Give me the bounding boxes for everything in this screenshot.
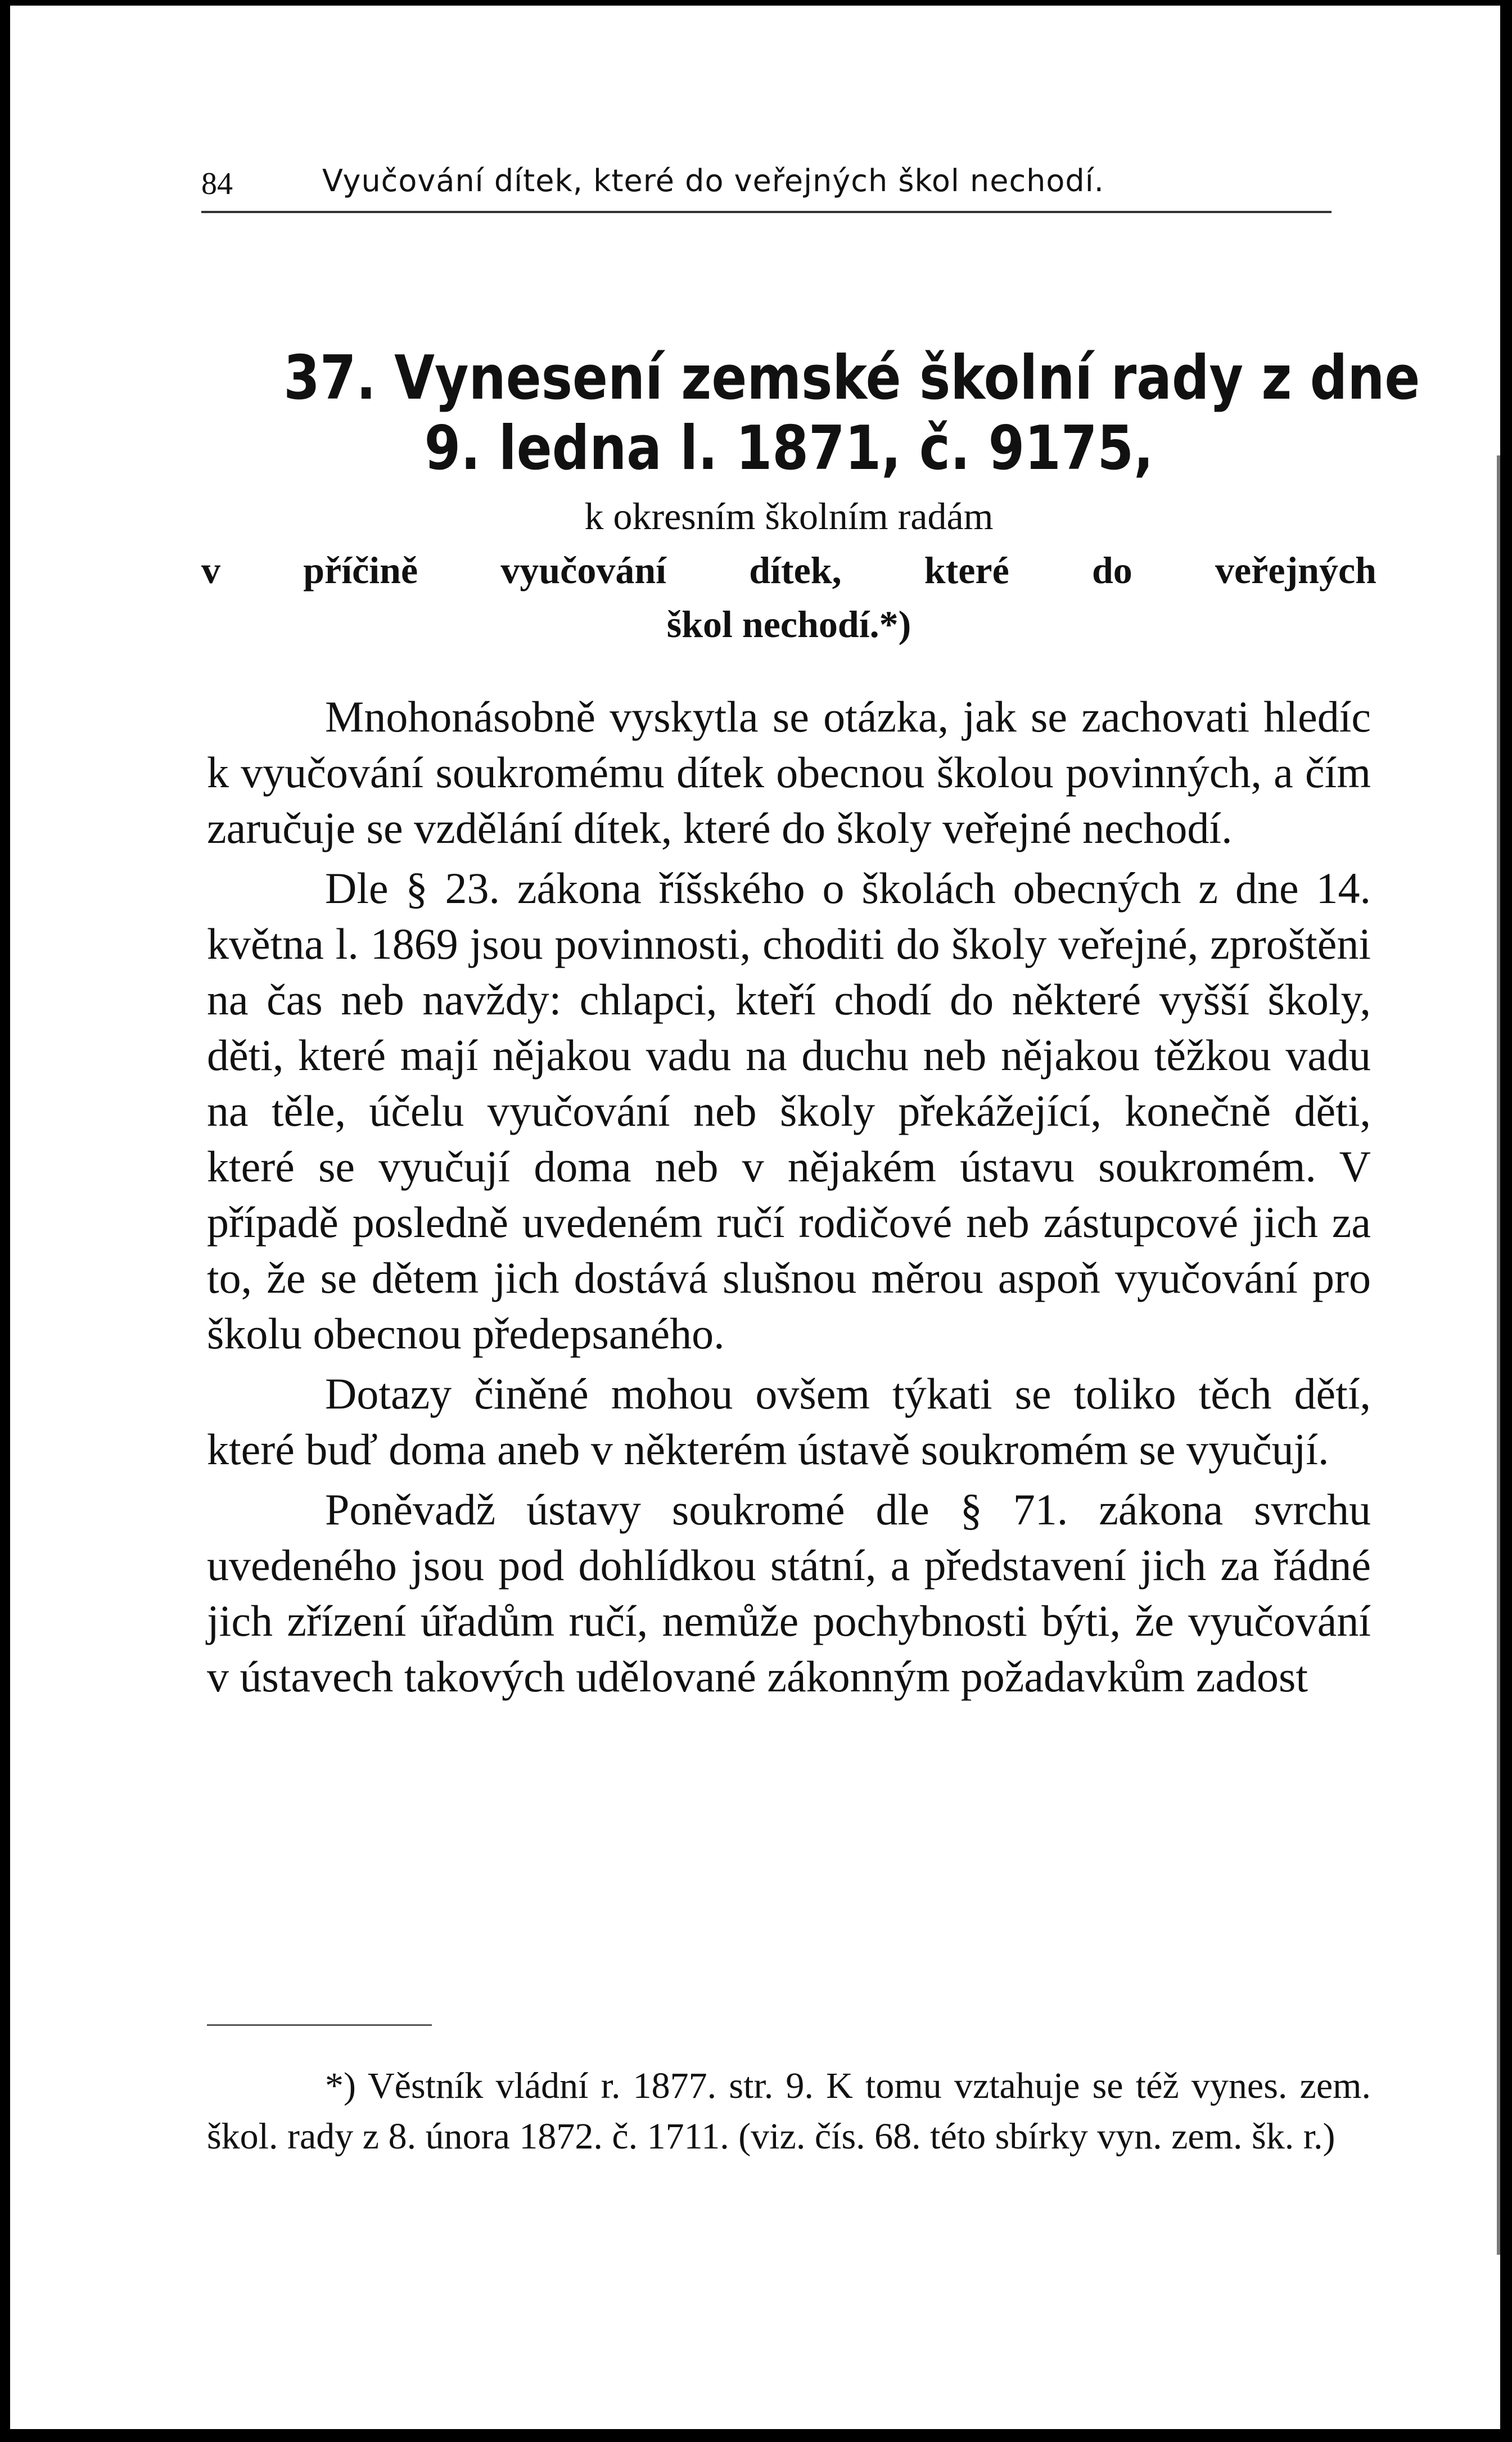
paragraph: Dotazy činěné mohou ovšem týkati se toliko těch dětí, které buď doma aneb v některém ústavě soukromém se vyučují.	[207, 1369, 1371, 1474]
paragraph: Dle § 23. zákona říšského o školách obecných z dne 14. května l. 1869 jsou povinnosti, choditi do školy veřejné, zproštěni na čas neb navždy: chlapci, kteří chodí do některé vyšší školy, děti, které mají nějakou vadu na duchu neb nějakou těžkou vadu na těle, účelu vyučování neb školy překážející, konečně děti, které se vyučují doma neb v nějakém ústavu soukromém. V případě posledně uvedeném ručí rodičové neb zástupcové jich za to, že se dětem jich dostává slušnou měrou aspoň vyučování pro školu obecnou předepsaného.	[207, 864, 1371, 1358]
subtitle-line-2: v příčině vyučování dítek, které do veřejných	[201, 549, 1376, 592]
document-page	[10, 6, 1500, 2429]
section-title	[283, 343, 1420, 484]
footnote	[207, 2061, 1371, 2162]
subtitle-line-1: k okresním školním radám	[584, 495, 994, 538]
running-head: Vyučování dítek, které do veřejných škol nechodí.	[322, 163, 1104, 198]
subtitle-line-3: škol nechodí.*)	[666, 603, 911, 646]
page-header	[201, 155, 1332, 213]
section-subtitle	[201, 489, 1376, 651]
footnote-rule	[207, 2024, 432, 2026]
page-number: 84	[201, 166, 233, 201]
title-line-2: 9. ledna l. 1871, č. 9175,	[424, 413, 1154, 484]
title-line-1: 37. Vynesení zemské školní rady z dne	[283, 343, 1420, 413]
footnote-text: *) Věstník vládní r. 1877. str. 9. K tomu vztahuje se též vynes. zem. škol. rady z 8. února 1872. č. 1711. (viz. čís. 68. této sbírky vyn. zem. šk. r.)	[207, 2065, 1371, 2157]
paragraph: Poněvadž ústavy soukromé dle § 71. zákona svrchu uvedeného jsou pod dohlídkou státní, a představení jich za řádné jich zřízení úřadům ručí, nemůže pochybnosti býti, že vyučování v ústavech takových udělované zákonným požadavkům zadost	[207, 1485, 1371, 1701]
paragraph: Mnohonásobně vyskytla se otázka, jak se zachovati hledíc k vyučování soukromému dítek obecnou školou povinných, a čím zaručuje se vzdělání dítek, které do školy veřejné nechodí.	[207, 692, 1371, 852]
body-text	[207, 689, 1371, 1704]
page-edge-shadow	[1497, 455, 1500, 2255]
